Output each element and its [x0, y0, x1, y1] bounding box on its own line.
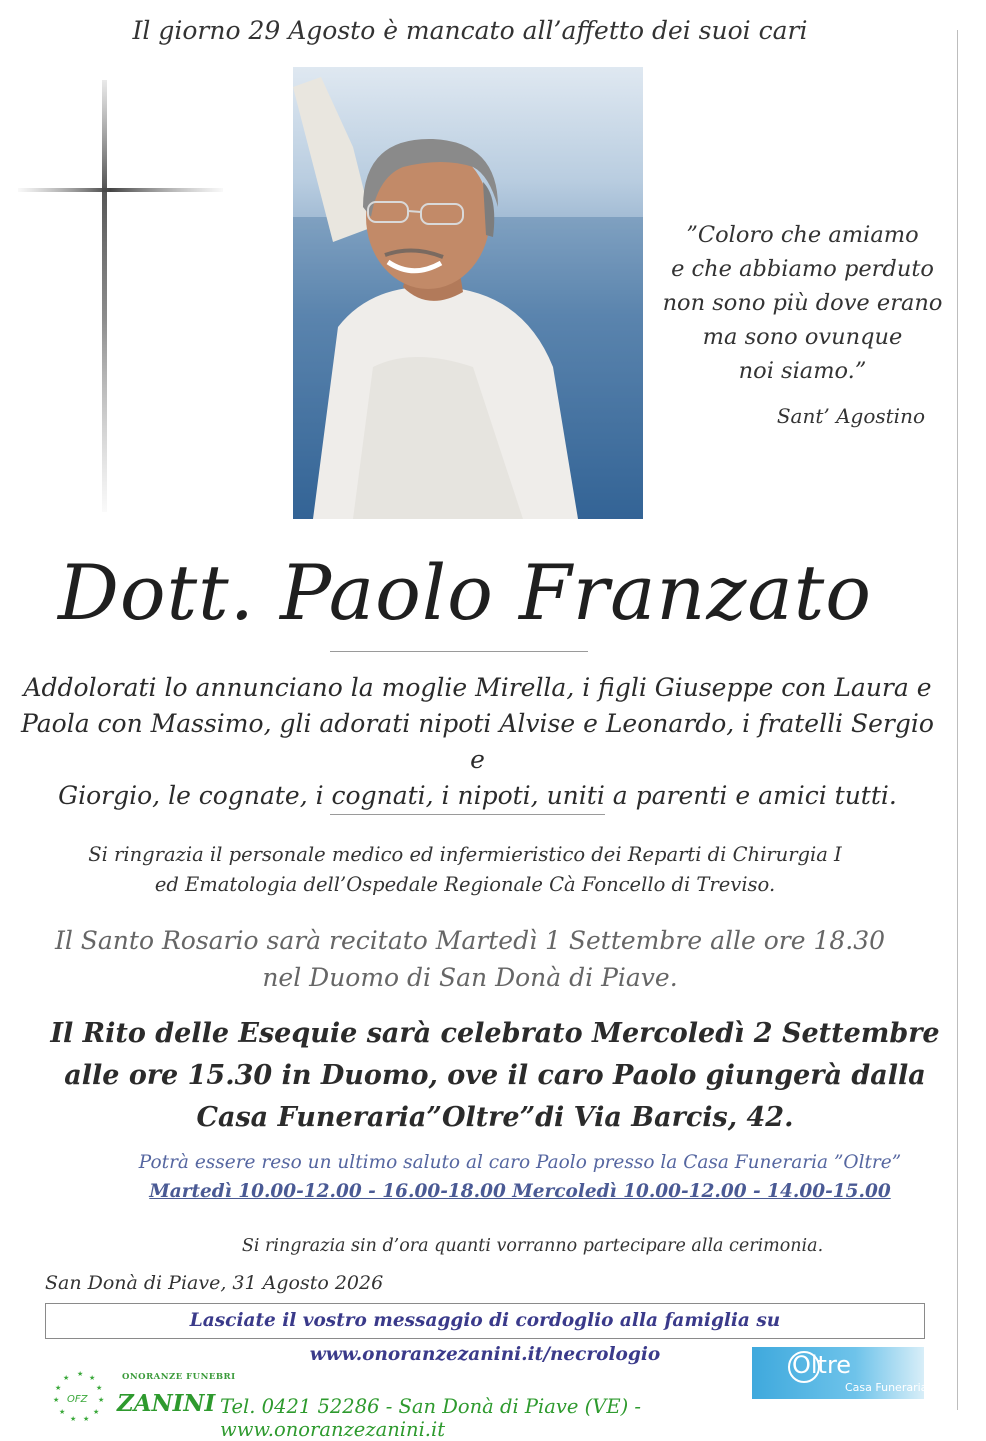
rosary-text [30, 922, 910, 996]
zanini-logo-icon [50, 1368, 110, 1428]
deceased-name: Dott. Paolo Franzato [57, 548, 873, 637]
brand-name: ZANINI [117, 1390, 216, 1417]
thanks-line: Si ringrazia il personale medico ed infermieristico dei Reparti di Chirurgia I [88, 843, 842, 866]
svg-text:★: ★ [96, 1384, 103, 1392]
visitation-line: Potrà essere reso un ultimo saluto al caro Paolo presso la Casa Funeraria ”Oltre” [138, 1152, 902, 1173]
svg-text:★: ★ [63, 1374, 70, 1382]
announcement [20, 670, 935, 814]
divider [330, 814, 605, 815]
quote-author: Sant’ Agostino [776, 404, 925, 428]
rite-line: Il Rito delle Esequie sarà celebrato Mercoledì 2 Settembre [50, 1018, 940, 1049]
thanks-line: ed Ematologia dell’Ospedale Regionale Cà Foncello di Treviso. [154, 873, 776, 896]
svg-text:★: ★ [77, 1370, 84, 1378]
svg-text:★: ★ [70, 1415, 77, 1423]
cross-icon [18, 80, 223, 512]
contact-line[interactable]: Tel. 0421 52286 - San Donà di Piave (VE) - www.onoranzezanini.it [220, 1395, 641, 1441]
quote-block [660, 218, 945, 388]
svg-text:★: ★ [55, 1384, 62, 1392]
divider [330, 651, 588, 652]
rite-line: alle ore 15.30 in Duomo, ove il caro Paolo giungerà dalla [64, 1060, 926, 1091]
condolence-message-box[interactable]: Lasciate il vostro messaggio di cordoglio alla famiglia su www.onoranzezanini.it/necrologio [45, 1303, 925, 1339]
quote-line: non sono più dove erano [662, 290, 943, 316]
svg-text:★: ★ [89, 1374, 96, 1382]
quote-line: noi siamo.” [738, 358, 867, 384]
svg-text:★: ★ [83, 1415, 90, 1423]
svg-text:★: ★ [93, 1408, 100, 1416]
announcement-line: Giorgio, le cognate, i cognati, i nipoti, uniti a parenti e amici tutti. [58, 781, 897, 810]
rite-line: Casa Funeraria”Oltre”di Via Barcis, 42. [196, 1102, 794, 1133]
svg-text:★: ★ [59, 1408, 66, 1416]
announcement-line: Paola con Massimo, gli adorati nipoti Alvise e Leonardo, i fratelli Sergio e [21, 709, 934, 774]
quote-line: ma sono ovunque [702, 324, 903, 350]
intro-line: Il giorno 29 Agosto è mancato all’affetto dei suoi cari [132, 16, 808, 45]
brand-tagline: ONORANZE FUNEBRI [122, 1372, 236, 1382]
quote-line: e che abbiamo perduto [671, 256, 934, 282]
visitation-hours: Martedì 10.00-12.00 - 16.00-18.00 Mercoledì 10.00-12.00 - 14.00-15.00 [149, 1181, 891, 1202]
svg-text:★: ★ [98, 1396, 105, 1404]
thanks-text [40, 840, 890, 900]
rosary-line: nel Duomo di San Donà di Piave. [262, 963, 678, 992]
svg-text:★: ★ [53, 1396, 60, 1404]
portrait-photo [293, 67, 643, 519]
rosary-line: Il Santo Rosario sarà recitato Martedì 1 Settembre alle ore 18.30 [54, 926, 886, 955]
announcement-line: Addolorati lo annunciano la moglie Mirella, i figli Giuseppe con Laura e [23, 673, 932, 702]
funeral-rite-text [40, 1013, 950, 1139]
place-date: San Donà di Piave, 31 Agosto 2026 [45, 1272, 384, 1294]
quote-line: ”Coloro che amiamo [686, 222, 919, 248]
logo-text: OFZ [67, 1394, 88, 1405]
oltre-name: Oltre [792, 1351, 852, 1379]
right-border [957, 30, 958, 1410]
closing-thanks: Si ringrazia sin d’ora quanti vorranno partecipare alla cerimonia. [241, 1236, 824, 1256]
oltre-subtitle: Casa Funeraria [845, 1381, 928, 1394]
visitation-info [100, 1148, 940, 1206]
